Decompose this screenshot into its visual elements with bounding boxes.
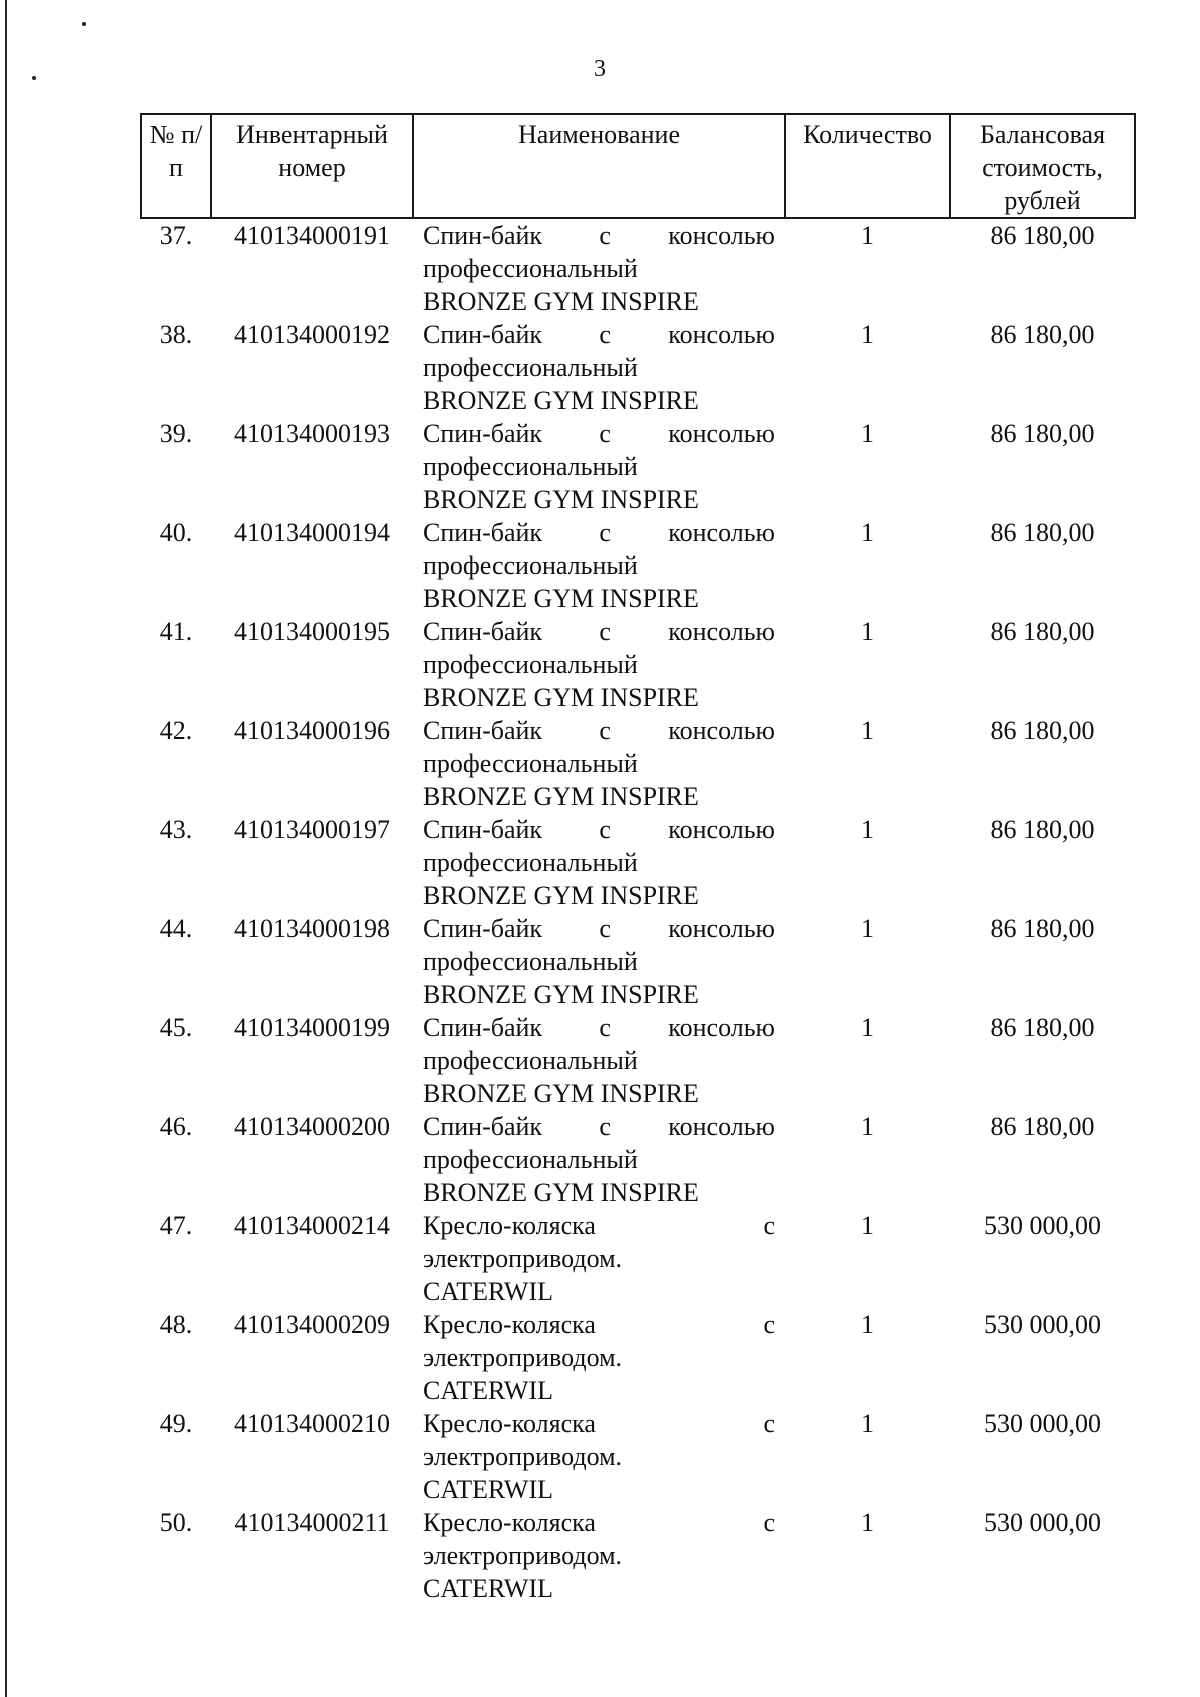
- item-name-line-1: [423, 615, 775, 648]
- quantity-cell: 1: [861, 1211, 874, 1240]
- cost-cell: 86 180,00: [990, 1112, 1095, 1141]
- table-row: [141, 1308, 1135, 1407]
- item-name: [413, 417, 785, 516]
- row-number: 37.: [159, 221, 193, 250]
- inventory-number: 410134000196: [234, 716, 390, 745]
- quantity-cell: 1: [861, 815, 874, 844]
- item-name-line-3: BRONZE GYM INSPIRE: [423, 287, 699, 316]
- item-name-line-3: BRONZE GYM INSPIRE: [423, 584, 699, 613]
- header-name: Наименование: [413, 114, 785, 218]
- scan-speck: [32, 76, 36, 80]
- item-name-word: с: [599, 320, 611, 349]
- item-name-word: Кресло-коляска: [423, 1310, 596, 1339]
- item-name: [413, 218, 785, 318]
- item-name-line-2: профессиональный: [423, 749, 638, 778]
- item-name-line-2: профессиональный: [423, 353, 638, 382]
- item-name-word: с: [763, 1508, 775, 1537]
- quantity-cell: 1: [861, 320, 874, 349]
- inventory-number: 410134000194: [234, 518, 390, 547]
- table-row: [141, 615, 1135, 714]
- header-num: № п/п: [141, 114, 211, 218]
- item-name-line-3: BRONZE GYM INSPIRE: [423, 386, 699, 415]
- table-row: [141, 1110, 1135, 1209]
- quantity-cell: 1: [861, 1013, 874, 1042]
- row-number: 42.: [159, 716, 193, 745]
- table-row: [141, 1011, 1135, 1110]
- item-name-line-2: профессиональный: [423, 1145, 638, 1174]
- quantity-cell: 1: [861, 1112, 874, 1141]
- cost-cell: 86 180,00: [990, 320, 1095, 349]
- cost-cell: 86 180,00: [990, 221, 1095, 250]
- inventory-table: [140, 113, 1136, 1605]
- item-name-word: консолью: [668, 617, 775, 646]
- item-name-word: консолью: [668, 320, 775, 349]
- item-name-word: с: [599, 221, 611, 250]
- item-name-line-3: BRONZE GYM INSPIRE: [423, 980, 699, 1009]
- inventory-number: 410134000193: [234, 419, 390, 448]
- item-name-line-2: профессиональный: [423, 947, 638, 976]
- cost-cell: 86 180,00: [990, 815, 1095, 844]
- inventory-number: 410134000192: [234, 320, 390, 349]
- item-name-word: консолью: [668, 221, 775, 250]
- row-number: 46.: [159, 1112, 193, 1141]
- item-name: [413, 1506, 785, 1605]
- page-number: 3: [594, 56, 606, 82]
- item-name-line-3: BRONZE GYM INSPIRE: [423, 1178, 699, 1207]
- item-name-line-1: [423, 813, 775, 846]
- item-name-word: Спин-байк: [423, 419, 543, 448]
- item-name-word: с: [599, 716, 611, 745]
- cost-cell: 86 180,00: [990, 617, 1095, 646]
- item-name-line-1: [423, 219, 775, 252]
- table-row: [141, 417, 1135, 516]
- item-name-word: Спин-байк: [423, 914, 543, 943]
- inventory-number: 410134000195: [234, 617, 390, 646]
- item-name-word: с: [599, 1013, 611, 1042]
- item-name-word: Спин-байк: [423, 1013, 543, 1042]
- table-row: [141, 1506, 1135, 1605]
- row-number: 47.: [159, 1211, 193, 1240]
- item-name-line-1: [423, 516, 775, 549]
- item-name-word: с: [599, 914, 611, 943]
- row-number: 38.: [159, 320, 193, 349]
- item-name-word: с: [599, 1112, 611, 1141]
- item-name-word: Кресло-коляска: [423, 1508, 596, 1537]
- quantity-cell: 1: [861, 914, 874, 943]
- item-name-word: консолью: [668, 1112, 775, 1141]
- quantity-cell: 1: [861, 221, 874, 250]
- item-name-line-1: [423, 1308, 775, 1341]
- quantity-cell: 1: [861, 617, 874, 646]
- row-number: 41.: [159, 617, 193, 646]
- item-name-word: с: [599, 518, 611, 547]
- item-name-word: консолью: [668, 914, 775, 943]
- quantity-cell: 1: [861, 716, 874, 745]
- item-name-word: Кресло-коляска: [423, 1211, 596, 1240]
- inventory-number: 410134000191: [234, 221, 390, 250]
- item-name-word: консолью: [668, 518, 775, 547]
- row-number: 44.: [159, 914, 193, 943]
- inventory-number: 410134000198: [234, 914, 390, 943]
- item-name: [413, 1407, 785, 1506]
- table-row: [141, 912, 1135, 1011]
- item-name-word: с: [763, 1310, 775, 1339]
- cost-cell: 530 000,00: [984, 1508, 1101, 1537]
- item-name-word: Кресло-коляска: [423, 1409, 596, 1438]
- table-header-row: [141, 114, 1135, 218]
- item-name-line-3: BRONZE GYM INSPIRE: [423, 485, 699, 514]
- item-name-line-1: [423, 714, 775, 747]
- header-cost: Балансовая стоимость, рублей: [950, 114, 1135, 218]
- cost-cell: 530 000,00: [984, 1409, 1101, 1438]
- item-name-line-3: BRONZE GYM INSPIRE: [423, 683, 699, 712]
- item-name-word: консолью: [668, 419, 775, 448]
- item-name: [413, 615, 785, 714]
- item-name-line-2: электроприводом.: [423, 1343, 623, 1372]
- row-number: 48.: [159, 1310, 193, 1339]
- item-name-line-1: [423, 1506, 775, 1539]
- quantity-cell: 1: [861, 518, 874, 547]
- item-name-word: консолью: [668, 716, 775, 745]
- item-name-word: консолью: [668, 815, 775, 844]
- item-name-line-2: профессиональный: [423, 551, 638, 580]
- row-number: 40.: [159, 518, 193, 547]
- cost-cell: 86 180,00: [990, 914, 1095, 943]
- cost-cell: 86 180,00: [990, 716, 1095, 745]
- scan-speck: [82, 22, 86, 26]
- item-name-line-2: профессиональный: [423, 650, 638, 679]
- table-row: [141, 218, 1135, 318]
- item-name-line-2: профессиональный: [423, 848, 638, 877]
- item-name: [413, 912, 785, 1011]
- item-name-word: консолью: [668, 1013, 775, 1042]
- item-name-line-3: CATERWIL: [423, 1277, 553, 1306]
- item-name-line-1: [423, 1110, 775, 1143]
- item-name: [413, 813, 785, 912]
- item-name-line-3: BRONZE GYM INSPIRE: [423, 1079, 699, 1108]
- cost-cell: 530 000,00: [984, 1211, 1101, 1240]
- item-name-line-2: профессиональный: [423, 1046, 638, 1075]
- table-row: [141, 714, 1135, 813]
- inventory-number: 410134000199: [234, 1013, 390, 1042]
- cost-cell: 86 180,00: [990, 419, 1095, 448]
- item-name-line-3: CATERWIL: [423, 1376, 553, 1405]
- row-number: 45.: [159, 1013, 193, 1042]
- item-name-line-1: [423, 417, 775, 450]
- item-name: [413, 318, 785, 417]
- item-name-word: с: [599, 617, 611, 646]
- quantity-cell: 1: [861, 1409, 874, 1438]
- cost-cell: 530 000,00: [984, 1310, 1101, 1339]
- item-name: [413, 1011, 785, 1110]
- item-name-line-1: [423, 1011, 775, 1044]
- item-name-word: Спин-байк: [423, 1112, 543, 1141]
- row-number: 39.: [159, 419, 193, 448]
- table-row: [141, 813, 1135, 912]
- item-name-word: с: [599, 815, 611, 844]
- item-name-word: Спин-байк: [423, 617, 543, 646]
- inventory-number: 410134000197: [234, 815, 390, 844]
- table-row: [141, 516, 1135, 615]
- item-name: [413, 1308, 785, 1407]
- quantity-cell: 1: [861, 1508, 874, 1537]
- table-row: [141, 1209, 1135, 1308]
- item-name-word: Спин-байк: [423, 221, 543, 250]
- inventory-number: 410134000211: [234, 1508, 390, 1537]
- scan-edge-line: [5, 0, 7, 1697]
- header-quantity: Количество: [785, 114, 950, 218]
- row-number: 50.: [159, 1508, 193, 1537]
- item-name-line-1: [423, 912, 775, 945]
- row-number: 43.: [159, 815, 193, 844]
- item-name-word: Спин-байк: [423, 815, 543, 844]
- inventory-number: 410134000214: [234, 1211, 390, 1240]
- row-number: 49.: [159, 1409, 193, 1438]
- item-name-line-2: профессиональный: [423, 254, 638, 283]
- cost-cell: 86 180,00: [990, 1013, 1095, 1042]
- item-name-word: с: [599, 419, 611, 448]
- item-name: [413, 1209, 785, 1308]
- table-row: [141, 1407, 1135, 1506]
- item-name-line-3: CATERWIL: [423, 1475, 553, 1504]
- quantity-cell: 1: [861, 1310, 874, 1339]
- item-name-word: Спин-байк: [423, 716, 543, 745]
- item-name-word: Спин-байк: [423, 518, 543, 547]
- inventory-number: 410134000210: [234, 1409, 390, 1438]
- cost-cell: 86 180,00: [990, 518, 1095, 547]
- item-name-line-1: [423, 1209, 775, 1242]
- item-name-line-2: профессиональный: [423, 452, 638, 481]
- inventory-number: 410134000209: [234, 1310, 390, 1339]
- item-name-line-2: электроприводом.: [423, 1244, 623, 1273]
- item-name-line-3: BRONZE GYM INSPIRE: [423, 782, 699, 811]
- item-name-line-2: электроприводом.: [423, 1541, 623, 1570]
- item-name-line-3: BRONZE GYM INSPIRE: [423, 881, 699, 910]
- table-row: [141, 318, 1135, 417]
- item-name: [413, 714, 785, 813]
- item-name-line-3: CATERWIL: [423, 1574, 553, 1603]
- item-name-line-1: [423, 318, 775, 351]
- item-name-line-2: электроприводом.: [423, 1442, 623, 1471]
- item-name-word: Спин-байк: [423, 320, 543, 349]
- quantity-cell: 1: [861, 419, 874, 448]
- item-name-word: с: [763, 1211, 775, 1240]
- item-name: [413, 1110, 785, 1209]
- item-name-line-1: [423, 1407, 775, 1440]
- inventory-number: 410134000200: [234, 1112, 390, 1141]
- item-name: [413, 516, 785, 615]
- header-inventory-number: Инвентарный номер: [211, 114, 413, 218]
- item-name-word: с: [763, 1409, 775, 1438]
